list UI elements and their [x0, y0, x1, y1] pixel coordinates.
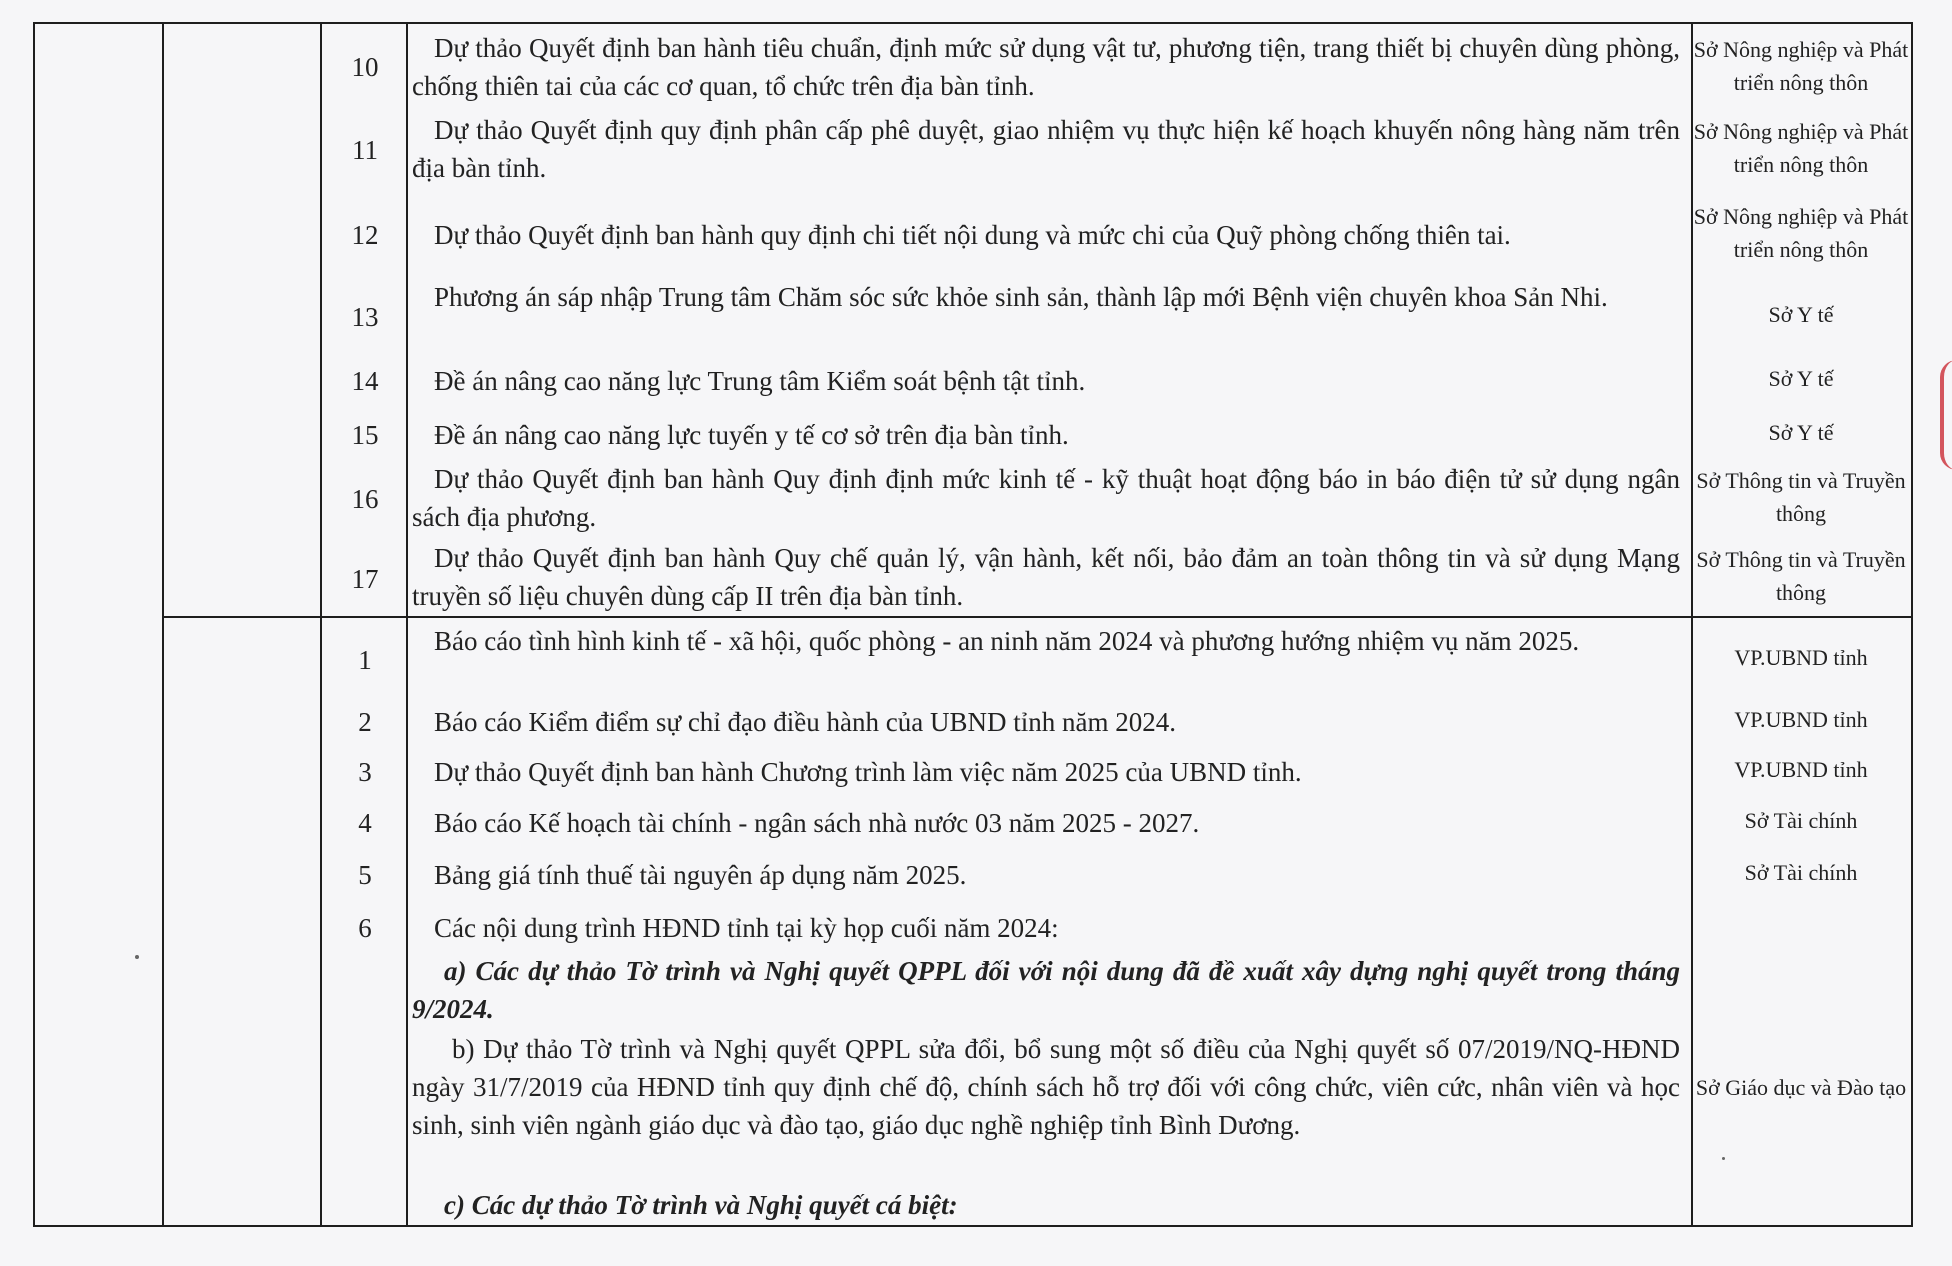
- item6-subitem-c-text: c) Các dự thảo Tờ trình và Nghị quyết cá biệt:: [444, 1190, 958, 1220]
- row-content: [412, 362, 1680, 400]
- row-number: 10: [351, 52, 379, 82]
- row-number: 12: [351, 220, 379, 250]
- item6-subitem-b: [412, 1030, 1680, 1144]
- row-agency: Sở Y tế: [1768, 366, 1834, 391]
- row-agency: VP.UBND tỉnh: [1734, 757, 1868, 782]
- row-number: 11: [352, 135, 378, 165]
- row-content: [412, 278, 1680, 316]
- row-agency: Sở Nông nghiệp và Phát triển nông thôn: [1693, 119, 1909, 177]
- row-agency: Sở Tài chính: [1744, 808, 1858, 833]
- row-content: [412, 111, 1680, 187]
- row-content-text: Phương án sáp nhập Trung tâm Chăm sóc sức khỏe sinh sản, thành lập mới Bệnh viện chuyên khoa Sản Nhi.: [434, 282, 1608, 312]
- row-agency: VP.UBND tỉnh: [1734, 707, 1868, 732]
- row-agency: Sở Thông tin và Truyền thông: [1696, 547, 1906, 605]
- row-number: 17: [351, 564, 379, 594]
- row-content-text: Dự thảo Quyết định ban hành Chương trình làm việc năm 2025 của UBND tỉnh.: [434, 757, 1302, 787]
- row-number: 5: [358, 860, 372, 890]
- row-number: 3: [358, 757, 372, 787]
- row-content-text: Báo cáo Kiểm điểm sự chỉ đạo điều hành của UBND tỉnh năm 2024.: [434, 707, 1176, 737]
- row-content-text: Bảng giá tính thuế tài nguyên áp dụng năm 2025.: [434, 860, 967, 890]
- row-agency: Sở Y tế: [1768, 302, 1834, 327]
- row-content: [412, 29, 1680, 105]
- row-content: [412, 460, 1680, 536]
- row-agency: Sở Nông nghiệp và Phát triển nông thôn: [1693, 204, 1909, 262]
- row-number: 14: [351, 366, 379, 396]
- row-agency: Sở Tài chính: [1744, 860, 1858, 885]
- row-content-text: Dự thảo Quyết định ban hành quy định chi tiết nội dung và mức chi của Quỹ phòng chống thiên tai.: [434, 220, 1511, 250]
- item6-subitem-b-text: b) Dự thảo Tờ trình và Nghị quyết QPPL sửa đổi, bổ sung một số điều của Nghị quyết số 07/2019/NQ-HĐND ngày 31/7/2019 của HĐND tỉnh quy định chế độ, chính sách hỗ trợ đối với công chức, viên cức, nhân viên và học sinh, sinh viên ngành giáo dục và đào tạo, giáo dục nghề nghiệp tỉnh Bình Dương.: [412, 1034, 1680, 1140]
- column-divider-2: [320, 22, 322, 1227]
- row-content-text: Báo cáo Kế hoạch tài chính - ngân sách nhà nước 03 năm 2025 - 2027.: [434, 808, 1200, 838]
- row-content-text: Dự thảo Quyết định ban hành Quy định định mức kinh tế - kỹ thuật hoạt động báo in báo điện tử sử dụng ngân sách địa phương.: [412, 464, 1680, 532]
- row-number: 6: [358, 913, 372, 943]
- row-content: [412, 622, 1680, 660]
- item6-subitem-c: [412, 1186, 1680, 1224]
- scan-speck: [135, 955, 139, 959]
- row-number: 15: [351, 420, 379, 450]
- row-content: [412, 703, 1680, 741]
- row-content: [412, 416, 1680, 454]
- row-content-text: Các nội dung trình HĐND tỉnh tại kỳ họp cuối năm 2024:: [434, 913, 1059, 943]
- row-content-text: Dự thảo Quyết định quy định phân cấp phê duyệt, giao nhiệm vụ thực hiện kế hoạch khuyến nông hàng năm trên địa bàn tỉnh.: [412, 115, 1680, 183]
- table-top-border: [33, 22, 1913, 24]
- section-divider: [162, 616, 1913, 618]
- row-content-text: Đề án nâng cao năng lực Trung tâm Kiểm soát bệnh tật tỉnh.: [434, 366, 1086, 396]
- row-number: 13: [351, 302, 379, 332]
- row-content: [412, 216, 1680, 254]
- column-divider-3: [406, 22, 408, 1227]
- item6-subitem-a: [412, 952, 1680, 1028]
- row-number: 4: [358, 808, 372, 838]
- row-content: [412, 753, 1680, 791]
- row-content: [412, 856, 1680, 894]
- red-stamp-edge: [1940, 360, 1952, 470]
- row-content-text: Dự thảo Quyết định ban hành tiêu chuẩn, định mức sử dụng vật tư, phương tiện, trang thiết bị chuyên dùng phòng, chống thiên tai của các cơ quan, tổ chức trên địa bàn tỉnh.: [412, 33, 1680, 101]
- scan-speck: [1722, 1157, 1725, 1160]
- table-border-right: [1911, 22, 1913, 1227]
- row-number: 2: [358, 707, 372, 737]
- column-divider-1: [162, 22, 164, 1227]
- row-agency: Sở Y tế: [1768, 420, 1834, 445]
- table-border-left: [33, 22, 35, 1227]
- item6-subitem-a-text: a) Các dự thảo Tờ trình và Nghị quyết QPPL đối với nội dung đã đề xuất xây dựng nghị quyết trong tháng 9/2024.: [412, 956, 1680, 1024]
- row-number: 16: [351, 484, 379, 514]
- row-content: [412, 909, 1680, 947]
- row-content-text: Dự thảo Quyết định ban hành Quy chế quản lý, vận hành, kết nối, bảo đảm an toàn thông tin và sử dụng Mạng truyền số liệu chuyên dùng cấp II trên địa bàn tỉnh.: [412, 543, 1680, 611]
- row-content-text: Báo cáo tình hình kinh tế - xã hội, quốc phòng - an ninh năm 2024 và phương hướng nhiệm vụ năm 2025.: [434, 626, 1580, 656]
- row-agency: Sở Nông nghiệp và Phát triển nông thôn: [1693, 37, 1909, 95]
- row-number: 1: [358, 645, 372, 675]
- row-content: [412, 804, 1680, 842]
- row-content: [412, 539, 1680, 615]
- row-content-text: Đề án nâng cao năng lực tuyến y tế cơ sở trên địa bàn tỉnh.: [434, 420, 1069, 450]
- item6-subitem-b-agency: Sở Giáo dục và Đào tạo: [1695, 1075, 1907, 1100]
- row-agency: VP.UBND tỉnh: [1734, 645, 1868, 670]
- row-agency: Sở Thông tin và Truyền thông: [1696, 468, 1906, 526]
- table-bottom-border: [33, 1225, 1913, 1227]
